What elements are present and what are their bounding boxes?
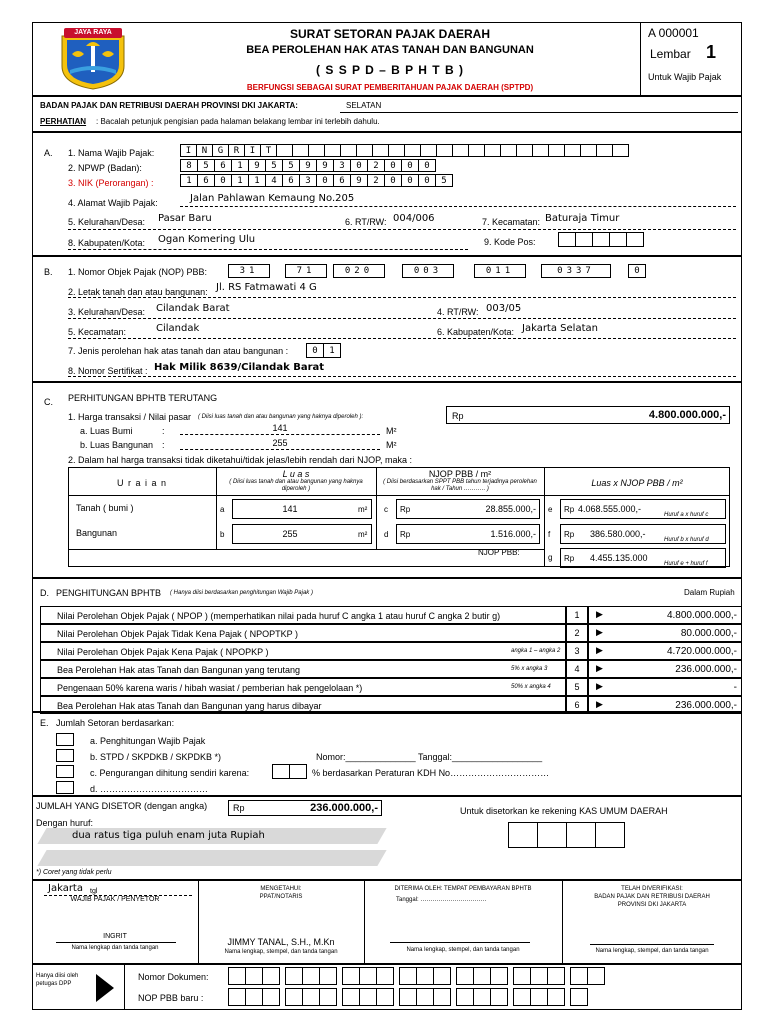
- title-2: BEA PEROLEHAN HAK ATAS TANAH DAN BANGUNAN: [246, 44, 534, 56]
- diverifikasi-title: TELAH DIVERIFIKASI:: [621, 886, 683, 892]
- nama-cell[interactable]: [452, 144, 469, 157]
- nopbaru-cell[interactable]: [399, 988, 417, 1006]
- letter-d: d: [384, 530, 389, 539]
- npwp-cell[interactable]: 9: [248, 159, 266, 172]
- nopbaru-cell[interactable]: [456, 988, 474, 1006]
- nopbaru-cell[interactable]: [342, 988, 360, 1006]
- sig-city[interactable]: Jakarta: [48, 883, 83, 894]
- letter-a: a: [220, 505, 225, 514]
- nik-cells[interactable]: [180, 174, 452, 187]
- opt-c-checkbox[interactable]: [56, 765, 74, 778]
- section-d-row: [40, 606, 566, 624]
- nama-cell[interactable]: [356, 144, 373, 157]
- nama-cell[interactable]: [292, 144, 309, 157]
- nama-cell[interactable]: [532, 144, 549, 157]
- dok-cell[interactable]: [547, 967, 565, 985]
- kab-a-value[interactable]: Ogan Komering Ulu: [158, 234, 256, 245]
- nama-label: 1. Nama Wajib Pajak:: [68, 148, 155, 158]
- opt-c-percent-box-2[interactable]: [289, 764, 307, 779]
- dok-cell[interactable]: [490, 967, 508, 985]
- nopbaru-cell[interactable]: [245, 988, 263, 1006]
- nama-cell[interactable]: [612, 144, 629, 157]
- nop-part-6[interactable]: 0337: [541, 264, 611, 278]
- jumlah-label: JUMLAH YANG DISETOR (dengan angka): [36, 801, 208, 811]
- nama-cell[interactable]: [516, 144, 533, 157]
- section-a-letter: A.: [44, 148, 53, 158]
- section-c-title: PERHITUNGAN BPHTB TERUTANG: [68, 393, 218, 403]
- kas-cell[interactable]: [537, 822, 567, 848]
- njop-pbb-label: NJOP PBB:: [478, 548, 520, 557]
- letter-g: g: [548, 553, 553, 562]
- alamat-value[interactable]: Jalan Pahlawan Kemaung No.205: [190, 193, 355, 204]
- ppat-note: Nama lengkap, stempel, dan tanda tangan: [224, 949, 338, 955]
- sertifikat-label: 8. Nomor Sertifikat :: [68, 366, 148, 376]
- nama-cell[interactable]: [500, 144, 517, 157]
- section-d-row-label: Bea Perolehan Hak atas Tanah dan Bangunan yang terutang: [57, 665, 301, 675]
- arrow-icon: ▶: [596, 609, 603, 619]
- nopbaru-cell[interactable]: [262, 988, 280, 1006]
- letter-c: c: [384, 505, 388, 514]
- verif-badan: BADAN PAJAK DAN RETRIBUSI DAERAH: [594, 894, 710, 900]
- kec-a-value[interactable]: Baturaja Timur: [545, 213, 620, 224]
- kodepos-cell[interactable]: [609, 232, 627, 247]
- agency-value: SELATAN: [346, 101, 382, 110]
- npwp-cell[interactable]: 0: [384, 159, 402, 172]
- section-d-row-value[interactable]: 4.800.000.000,-: [588, 606, 742, 624]
- nik-cell[interactable]: 6: [333, 174, 351, 187]
- npwp-cell[interactable]: 6: [214, 159, 232, 172]
- row-tanah: Tanah ( bumi ): [76, 503, 134, 513]
- nama-cell[interactable]: [276, 144, 293, 157]
- jumlah-value[interactable]: 236.000.000,-: [310, 802, 378, 814]
- section-d-row-number: 1: [566, 606, 588, 624]
- nop-part-1[interactable]: 31: [228, 264, 270, 278]
- npwp-cell[interactable]: 0: [401, 159, 419, 172]
- kec-b-label: 5. Kecamatan:: [68, 327, 127, 337]
- section-c-letter: C.: [44, 397, 53, 407]
- coret-note: *) Coret yang tidak perlu: [36, 869, 112, 876]
- nama-cell[interactable]: [372, 144, 389, 157]
- nik-cell[interactable]: 6: [282, 174, 300, 187]
- kec-a-label: 7. Kecamatan:: [482, 217, 541, 227]
- nik-cell[interactable]: 4: [265, 174, 283, 187]
- nopbaru-cell[interactable]: [302, 988, 320, 1006]
- nama-cell[interactable]: I: [180, 144, 197, 157]
- dok-cell[interactable]: [245, 967, 263, 985]
- npwp-cell[interactable]: 1: [231, 159, 249, 172]
- npwp-cell[interactable]: 5: [265, 159, 283, 172]
- col-uraian: U r a i a n: [116, 478, 167, 488]
- nama-cell[interactable]: N: [196, 144, 213, 157]
- section-d-row-value[interactable]: -: [588, 678, 742, 696]
- col-luas: L u a s: [282, 469, 310, 479]
- arrow-icon: ▶: [596, 699, 603, 709]
- arrow-icon: ▶: [596, 681, 603, 691]
- dok-cell[interactable]: [473, 967, 491, 985]
- kas-label: Untuk disetorkan ke rekening KAS UMUM DAERAH: [460, 806, 668, 816]
- section-d-row: [40, 678, 566, 696]
- kec-b-value[interactable]: Cilandak: [156, 323, 200, 334]
- npwp-cell[interactable]: 5: [282, 159, 300, 172]
- section-d-row-number: 6: [566, 696, 588, 714]
- opt-d-label: d. ………………………………: [90, 784, 209, 794]
- section-d-row-note: 50% x angka 4: [511, 684, 551, 690]
- nop-part-5[interactable]: 011: [474, 264, 526, 278]
- col-njop: NJOP PBB / m²: [428, 469, 492, 479]
- bangunan-njop-rp: Rp: [400, 530, 411, 539]
- nopbaru-cell[interactable]: [530, 988, 548, 1006]
- nama-cell[interactable]: T: [260, 144, 277, 157]
- kodepos-cells[interactable]: [558, 232, 643, 247]
- luas-bangunan-colon: :: [162, 440, 165, 450]
- npwp-cell[interactable]: 0: [418, 159, 436, 172]
- njop-pbb-total[interactable]: 4.455.135.000: [590, 553, 648, 563]
- lembar-number: 1: [706, 42, 717, 62]
- kab-b-value[interactable]: Jakarta Selatan: [522, 323, 598, 334]
- section-e-letter: E.: [40, 718, 49, 728]
- dok-cell[interactable]: [416, 967, 434, 985]
- wp-title: WAJIB PAJAK / PENYETOR: [70, 896, 160, 903]
- section-d-row-number: 5: [566, 678, 588, 696]
- dok-cell[interactable]: [262, 967, 280, 985]
- kodepos-cell[interactable]: [592, 232, 610, 247]
- untuk-label: Untuk Wajib Pajak: [648, 72, 722, 82]
- letak-label: 2. Letak tanah dan atau bangunan:: [68, 287, 208, 297]
- nik-label: 3. NIK (Perorangan) :: [68, 178, 154, 188]
- dok-cell[interactable]: [587, 967, 605, 985]
- nop-part-7[interactable]: 0: [628, 264, 646, 278]
- verif-note: Nama lengkap, stempel, dan tanda tangan: [595, 948, 709, 954]
- diterima-note: Nama lengkap, stempel, dan tanda tangan: [406, 947, 520, 953]
- opt-d-checkbox[interactable]: [56, 781, 74, 794]
- nama-cell[interactable]: [484, 144, 501, 157]
- luas-bangunan-value[interactable]: 255: [272, 438, 288, 448]
- agency-label: BADAN PAJAK DAN RETRIBUSI DAERAH PROVINSI DKI JAKARTA:: [40, 101, 298, 110]
- nopbaru-cell[interactable]: [319, 988, 337, 1006]
- section-d-row-value[interactable]: 236.000.000,-: [588, 660, 742, 678]
- luas-bumi-m2: M²: [386, 426, 397, 436]
- dok-cell[interactable]: [570, 967, 588, 985]
- rtrw-a-label: 6. RT/RW:: [345, 217, 387, 227]
- luas-bangunan-label: b. Luas Bangunan: [80, 440, 154, 450]
- luas-bumi-label: a. Luas Bumi: [80, 426, 133, 436]
- nama-cell[interactable]: [468, 144, 485, 157]
- nopbaru-cell[interactable]: [285, 988, 303, 1006]
- harga-rp: Rp: [452, 411, 464, 421]
- section-d-row-note: 5% x angka 3: [511, 666, 548, 672]
- njop-pbb-rp: Rp: [564, 554, 575, 563]
- section-d-row-value[interactable]: 236.000.000,-: [588, 696, 742, 714]
- tanah-njop[interactable]: 28.855.000,-: [485, 504, 536, 514]
- section-e-title: Jumlah Setoran berdasarkan:: [56, 718, 175, 728]
- nopbaru-cell[interactable]: [359, 988, 377, 1006]
- perhatian-text: : Bacalah petunjuk pengisian pada halaman belakang lembar ini terlebih dahulu.: [96, 117, 380, 126]
- bangunan-m2: m²: [358, 530, 368, 539]
- diterima-tanggal[interactable]: Tanggal: ……………………………: [396, 897, 487, 903]
- section-d-row-label: Pengenaan 50% karena waris / hibah wasiat / pemberian hak pengelolaan *): [57, 683, 363, 693]
- npwp-cell[interactable]: 3: [333, 159, 351, 172]
- section-d-row-note: angka 1 – angka 2: [511, 648, 561, 654]
- nik-cell[interactable]: 1: [180, 174, 198, 187]
- kodepos-label: 9. Kode Pos:: [484, 237, 536, 247]
- section-d-row-number: 2: [566, 624, 588, 642]
- doc-number: A 000001: [648, 26, 699, 40]
- petugas-note: Hanya diisi oleh petugas DPP: [36, 973, 79, 987]
- nop-baru-cells[interactable]: [228, 988, 587, 1006]
- dok-cell[interactable]: [342, 967, 360, 985]
- kodepos-cell[interactable]: [558, 232, 576, 247]
- nama-cell[interactable]: [404, 144, 421, 157]
- tanah-njop-rp: Rp: [400, 505, 411, 514]
- dok-cell[interactable]: [302, 967, 320, 985]
- rtrw-b-label: 4. RT/RW:: [437, 307, 479, 317]
- nopbaru-cell[interactable]: [473, 988, 491, 1006]
- sertifikat-value[interactable]: Hak Milik 8639/Cilandak Barat: [154, 362, 325, 373]
- section-b-letter: B.: [44, 267, 53, 277]
- nama-cells[interactable]: [180, 144, 628, 157]
- arrow-icon: ▶: [596, 645, 603, 655]
- huruf-value[interactable]: dua ratus tiga puluh enam juta Rupiah: [72, 830, 265, 841]
- nama-cell[interactable]: [548, 144, 565, 157]
- tanah-luas[interactable]: 141: [282, 504, 298, 514]
- letter-b: b: [220, 530, 225, 539]
- huruf-label: Dengan huruf:: [36, 818, 94, 828]
- jenis-cell[interactable]: 1: [323, 343, 341, 358]
- npwp-label: 2. NPWP (Badan):: [68, 163, 142, 173]
- kel-b-value[interactable]: Cilandak Barat: [156, 303, 230, 314]
- arrow-icon: ▶: [596, 663, 603, 673]
- section-d-row-value[interactable]: 80.000.000,-: [588, 624, 742, 642]
- nop-part-2[interactable]: 71: [285, 264, 327, 278]
- section-d-row-value[interactable]: 4.720.000.000,-: [588, 642, 742, 660]
- bangunan-total-rp: Rp: [564, 530, 575, 539]
- dok-cell[interactable]: [456, 967, 474, 985]
- nama-cell[interactable]: I: [244, 144, 261, 157]
- nopbaru-cell[interactable]: [228, 988, 246, 1006]
- luas-bangunan-m2: M²: [386, 440, 397, 450]
- footer-arrow: [96, 974, 114, 1002]
- dok-cell[interactable]: [513, 967, 531, 985]
- title-1: SURAT SETORAN PAJAK DAERAH: [289, 27, 490, 41]
- jumlah-rp: Rp: [233, 803, 245, 813]
- nama-cell[interactable]: [388, 144, 405, 157]
- nopbaru-cell[interactable]: [513, 988, 531, 1006]
- nopbaru-cell[interactable]: [490, 988, 508, 1006]
- title-3: ( S S P D – B P H T B ): [316, 63, 464, 77]
- kodepos-cell[interactable]: [626, 232, 644, 247]
- nik-cell[interactable]: 9: [350, 174, 368, 187]
- section-d-row: [40, 660, 566, 678]
- lembar-label: Lembar: [650, 47, 691, 61]
- col-total: Luas x NJOP PBB / m²: [591, 478, 683, 488]
- nopbaru-cell[interactable]: [376, 988, 394, 1006]
- opt-c-label: c. Pengurangan dihitung sendiri karena:: [90, 768, 250, 778]
- kab-a-label: 8. Kabupaten/Kota:: [68, 238, 146, 248]
- njop-note: 2. Dalam hal harga transaksi tidak diketahui/tidak jelas/lebih rendah dari NJOP, maka :: [68, 455, 413, 465]
- section-d-row-number: 3: [566, 642, 588, 660]
- row-bangunan: Bangunan: [76, 528, 118, 538]
- nama-cell[interactable]: [436, 144, 453, 157]
- nama-cell[interactable]: G: [212, 144, 229, 157]
- npwp-cell[interactable]: 5: [197, 159, 215, 172]
- col-luas-note: ( Diisi luas tanah dan atau bangunan yang haknya diperoleh ): [229, 479, 363, 492]
- opt-a-checkbox[interactable]: [56, 733, 74, 746]
- note-f: Huruf b x huruf d: [664, 537, 709, 543]
- ppat-name[interactable]: JIMMY TANAL, S.H., M.Kn: [227, 937, 335, 947]
- kas-cell[interactable]: [508, 822, 538, 848]
- subtitle: BERFUNGSI SEBAGAI SURAT PEMBERITAHUAN PAJAK DAERAH (SPTPD): [246, 83, 534, 92]
- nik-cell[interactable]: 0: [401, 174, 419, 187]
- bangunan-luas[interactable]: 255: [282, 529, 298, 539]
- kel-a-label: 5. Kelurahan/Desa:: [68, 217, 146, 227]
- letter-e: e: [548, 505, 553, 514]
- npwp-cell[interactable]: 9: [316, 159, 334, 172]
- npwp-cells[interactable]: [180, 159, 435, 172]
- section-d-row-label: Nilai Perolehan Objek Pajak Kena Pajak ( NPOPKP ): [57, 647, 269, 657]
- nop-baru-label: NOP PBB baru :: [138, 993, 204, 1003]
- opt-c-tail: % berdasarkan Peraturan KDH No……………………………: [312, 768, 550, 778]
- perhatian-label: PERHATIAN: [40, 117, 87, 126]
- nomor-dokumen-label: Nomor Dokumen:: [138, 972, 209, 982]
- dok-cell[interactable]: [376, 967, 394, 985]
- letter-f: f: [548, 530, 551, 539]
- jenis-label: 7. Jenis perolehan hak atas tanah dan atau bangunan :: [68, 346, 289, 356]
- kas-cells[interactable]: [508, 822, 624, 848]
- opt-b-nomor[interactable]: Nomor:______________: [316, 752, 416, 762]
- nik-cell[interactable]: 6: [197, 174, 215, 187]
- letak-value[interactable]: Jl. RS Fatmawati 4 G: [216, 282, 317, 293]
- arrow-icon: ▶: [596, 627, 603, 637]
- dalam-rupiah: Dalam Rupiah: [684, 588, 735, 597]
- nop-part-4[interactable]: 003: [402, 264, 454, 278]
- nama-cell[interactable]: [340, 144, 357, 157]
- opt-b-label: b. STPD / SKPDKB / SKPDKB *): [90, 752, 222, 762]
- nopbaru-cell[interactable]: [547, 988, 565, 1006]
- nama-cell[interactable]: [324, 144, 341, 157]
- opt-c-percent-box-1[interactable]: [272, 764, 290, 779]
- dok-cell[interactable]: [399, 967, 417, 985]
- jenis-cells[interactable]: [306, 343, 340, 358]
- npwp-cell[interactable]: 0: [350, 159, 368, 172]
- diterima-title: DITERIMA OLEH: TEMPAT PEMBAYARAN BPHTB: [394, 886, 532, 892]
- nama-cell[interactable]: [580, 144, 597, 157]
- harga-note: ( Diisi luas tanah dan atau bangunan yang haknya diperoleh ):: [198, 414, 364, 420]
- tanah-m2: m²: [358, 505, 368, 514]
- nik-cell[interactable]: 1: [248, 174, 266, 187]
- kel-a-value[interactable]: Pasar Baru: [158, 213, 212, 224]
- kab-b-label: 6. Kabupaten/Kota:: [437, 327, 515, 337]
- kas-cell[interactable]: [595, 822, 625, 848]
- alamat-label: 4. Alamat Wajib Pajak:: [68, 198, 158, 208]
- nama-cell[interactable]: [564, 144, 581, 157]
- kodepos-cell[interactable]: [575, 232, 593, 247]
- section-d-row-label: Nilai Perolehan Objek Pajak Tidak Kena Pajak ( NPOPTKP ): [57, 629, 298, 639]
- logo-text: JAYA RAYA: [74, 29, 112, 36]
- wp-note: Nama lengkap dan tanda tangan: [71, 945, 159, 951]
- nik-cell[interactable]: 3: [299, 174, 317, 187]
- jenis-cell[interactable]: 0: [306, 343, 324, 358]
- harga-label: 1. Harga transaksi / Nilai pasar: [68, 412, 192, 422]
- nama-cell[interactable]: [420, 144, 437, 157]
- nik-cell[interactable]: 0: [418, 174, 436, 187]
- nomor-dokumen-cells[interactable]: [228, 967, 604, 985]
- mengetahui: MENGETAHUI:: [260, 886, 302, 892]
- nop-part-3[interactable]: 020: [333, 264, 385, 278]
- dok-cell[interactable]: [530, 967, 548, 985]
- npwp-cell[interactable]: 9: [299, 159, 317, 172]
- bangunan-total[interactable]: 386.580.000,-: [590, 529, 646, 539]
- section-d-letter: D.: [40, 588, 49, 598]
- verif-provinsi: PROVINSI DKI JAKARTA: [617, 902, 687, 908]
- tanah-total[interactable]: 4.068.555.000,-: [578, 504, 642, 514]
- nopbaru-cell[interactable]: [570, 988, 588, 1006]
- kel-b-label: 3. Kelurahan/Desa:: [68, 307, 146, 317]
- harga-value[interactable]: 4.800.000.000,-: [648, 409, 726, 421]
- nik-cell[interactable]: 0: [214, 174, 232, 187]
- nama-cell[interactable]: [596, 144, 613, 157]
- opt-a-label: a. Penghitungan Wajib Pajak: [90, 736, 206, 746]
- luas-bumi-colon: :: [162, 426, 165, 436]
- bangunan-njop[interactable]: 1.516.000,-: [490, 529, 536, 539]
- dok-cell[interactable]: [433, 967, 451, 985]
- dok-cell[interactable]: [285, 967, 303, 985]
- section-d-row-number: 4: [566, 660, 588, 678]
- dok-cell[interactable]: [319, 967, 337, 985]
- nop-label: 1. Nomor Objek Pajak (NOP) PBB:: [68, 267, 208, 277]
- section-d-row-label: Bea Perolehan Hak atas Tanah dan Bangunan yang harus dibayar: [57, 701, 322, 711]
- nopbaru-cell[interactable]: [433, 988, 451, 1006]
- nik-cell[interactable]: 1: [231, 174, 249, 187]
- opt-b-tanggal[interactable]: Tanggal:__________________: [418, 752, 543, 762]
- section-d-row: [40, 642, 566, 660]
- ppat-title: PPAT/NOTARIS: [259, 894, 303, 900]
- luas-bumi-value[interactable]: 141: [272, 423, 288, 433]
- kas-cell[interactable]: [566, 822, 596, 848]
- nik-cell[interactable]: 0: [384, 174, 402, 187]
- section-d-row-label: Nilai Perolehan Objek Pajak ( NPOP ) (memperhatikan nilai pada huruf C angka 1 atau huruf C angka 2 butir g): [57, 611, 501, 621]
- huruf-stripe-2: [37, 850, 386, 866]
- nik-cell[interactable]: 2: [367, 174, 385, 187]
- nama-cell[interactable]: [308, 144, 325, 157]
- sig-tgl: tgl: [90, 888, 98, 895]
- npwp-cell[interactable]: 8: [180, 159, 198, 172]
- nik-cell[interactable]: 5: [435, 174, 453, 187]
- nama-cell[interactable]: R: [228, 144, 245, 157]
- dok-cell[interactable]: [228, 967, 246, 985]
- dok-cell[interactable]: [359, 967, 377, 985]
- nik-cell[interactable]: 0: [316, 174, 334, 187]
- section-d-note: ( Hanya diisi berdasarkan penghitungan Wajib Pajak ): [170, 590, 313, 596]
- rtrw-a-value[interactable]: 004/006: [393, 213, 435, 224]
- tanah-total-rp: Rp: [564, 505, 575, 514]
- section-d-title: PENGHITUNGAN BPHTB: [56, 588, 162, 598]
- rtrw-b-value[interactable]: 003/05: [486, 303, 522, 314]
- note-e: Huruf a x huruf c: [664, 512, 709, 518]
- npwp-cell[interactable]: 2: [367, 159, 385, 172]
- section-d-row: [40, 624, 566, 642]
- opt-b-checkbox[interactable]: [56, 749, 74, 762]
- wp-name[interactable]: INGRIT: [103, 933, 127, 940]
- col-njop-note: ( Diisi berdasarkan SPPT PBB tahun terjadinya perolehan hak / Tahun ……….. ): [383, 479, 537, 492]
- note-g: Huruf e + huruf f: [664, 561, 708, 567]
- nopbaru-cell[interactable]: [416, 988, 434, 1006]
- jaya-raya-logo: [58, 26, 128, 90]
